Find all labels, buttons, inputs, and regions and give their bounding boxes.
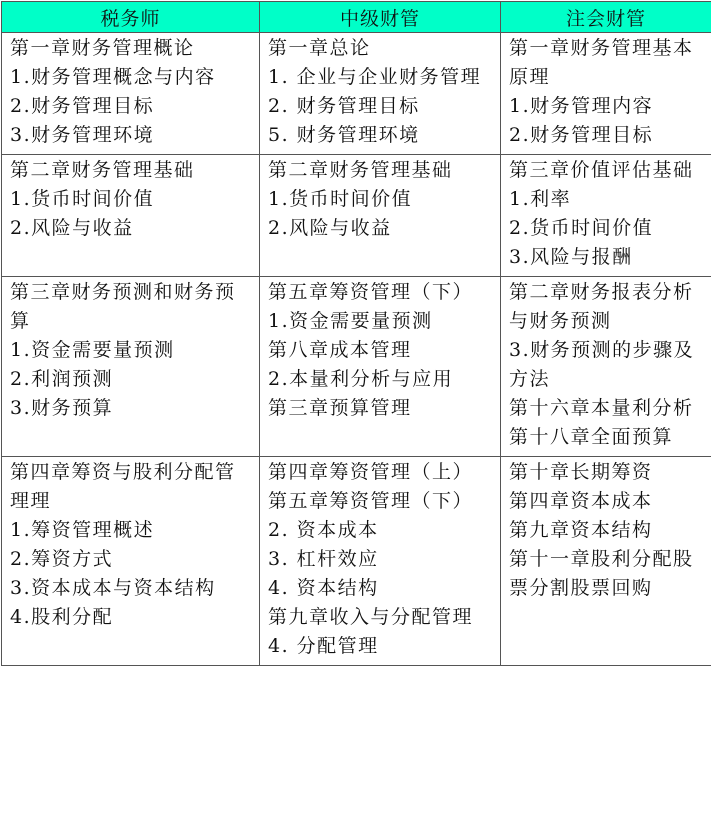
cell-line: 第三章财务预测和财务预算 [10, 278, 251, 336]
cell-line: 2. 资本成本 [268, 516, 492, 545]
cell-line: 4. 分配管理 [268, 632, 492, 661]
table-cell [501, 277, 711, 457]
header-intermediate-finance: 中级财管 [260, 2, 501, 33]
cell-line: 第一章财务管理基本原理 [509, 34, 703, 92]
cell-line: 第二章财务报表分析与财务预测 [509, 278, 703, 336]
cell-line: 1.货币时间价值 [268, 185, 492, 214]
cell-line: 第八章成本管理 [268, 336, 492, 365]
table-cell [501, 155, 711, 277]
table-cell [260, 457, 501, 666]
cell-line: 1.财务管理内容 [509, 92, 703, 121]
cell-line: 第四章筹资与股利分配管理理 [10, 458, 251, 516]
table-cell [501, 33, 711, 155]
table-row [2, 277, 711, 457]
cell-line: 1.利率 [509, 185, 703, 214]
cell-line: 3.风险与报酬 [509, 243, 703, 272]
table-row [2, 457, 711, 666]
cell-line: 2.风险与收益 [268, 214, 492, 243]
cell-line: 3. 杠杆效应 [268, 545, 492, 574]
cell-line: 第三章预算管理 [268, 394, 492, 423]
header-row [2, 2, 711, 33]
cell-line: 3.资本成本与资本结构 [10, 574, 251, 603]
cell-line: 第十八章全面预算 [509, 423, 703, 452]
cell-line: 3.财务预算 [10, 394, 251, 423]
cell-line: 2.风险与收益 [10, 214, 251, 243]
table-cell [2, 277, 260, 457]
cell-line: 1.资金需要量预测 [10, 336, 251, 365]
cell-line: 1. 企业与企业财务管理 [268, 63, 492, 92]
cell-line: 第一章财务管理概论 [10, 34, 251, 63]
header-cpa-finance: 注会财管 [501, 2, 711, 33]
cell-line: 2.财务管理目标 [10, 92, 251, 121]
cell-line: 第三章价值评估基础 [509, 156, 703, 185]
cell-line: 3.财务预测的步骤及方法 [509, 336, 703, 394]
cell-line: 1.货币时间价值 [10, 185, 251, 214]
table-cell [2, 33, 260, 155]
cell-line: 3.财务管理环境 [10, 121, 251, 150]
table-row [2, 155, 711, 277]
table-row [2, 33, 711, 155]
cell-line: 第五章筹资管理（下） [268, 278, 492, 307]
cell-line: 第四章资本成本 [509, 487, 703, 516]
cell-line: 2. 财务管理目标 [268, 92, 492, 121]
cell-line: 2.利润预测 [10, 365, 251, 394]
table-cell [260, 33, 501, 155]
cell-line: 2.筹资方式 [10, 545, 251, 574]
cell-line: 2.货币时间价值 [509, 214, 703, 243]
cell-line: 第九章收入与分配管理 [268, 603, 492, 632]
syllabus-comparison-table [1, 1, 711, 666]
cell-line: 2.财务管理目标 [509, 121, 703, 150]
cell-line: 1.财务管理概念与内容 [10, 63, 251, 92]
cell-line: 1.筹资管理概述 [10, 516, 251, 545]
cell-line: 2.本量利分析与应用 [268, 365, 492, 394]
cell-line: 第二章财务管理基础 [268, 156, 492, 185]
cell-line: 第十一章股利分配股票分割股票回购 [509, 545, 703, 603]
cell-line: 第十章长期筹资 [509, 458, 703, 487]
table-cell [2, 457, 260, 666]
table-cell [260, 277, 501, 457]
cell-line: 1.资金需要量预测 [268, 307, 492, 336]
cell-line: 第五章筹资管理（下） [268, 487, 492, 516]
cell-line: 5. 财务管理环境 [268, 121, 492, 150]
cell-line: 第十六章本量利分析 [509, 394, 703, 423]
header-tax-advisor: 税务师 [2, 2, 260, 33]
cell-line: 第二章财务管理基础 [10, 156, 251, 185]
cell-line: 4. 资本结构 [268, 574, 492, 603]
table-cell [501, 457, 711, 666]
table-cell [260, 155, 501, 277]
cell-line: 4.股利分配 [10, 603, 251, 632]
cell-line: 第四章筹资管理（上） [268, 458, 492, 487]
table-cell [2, 155, 260, 277]
cell-line: 第一章总论 [268, 34, 492, 63]
cell-line: 第九章资本结构 [509, 516, 703, 545]
